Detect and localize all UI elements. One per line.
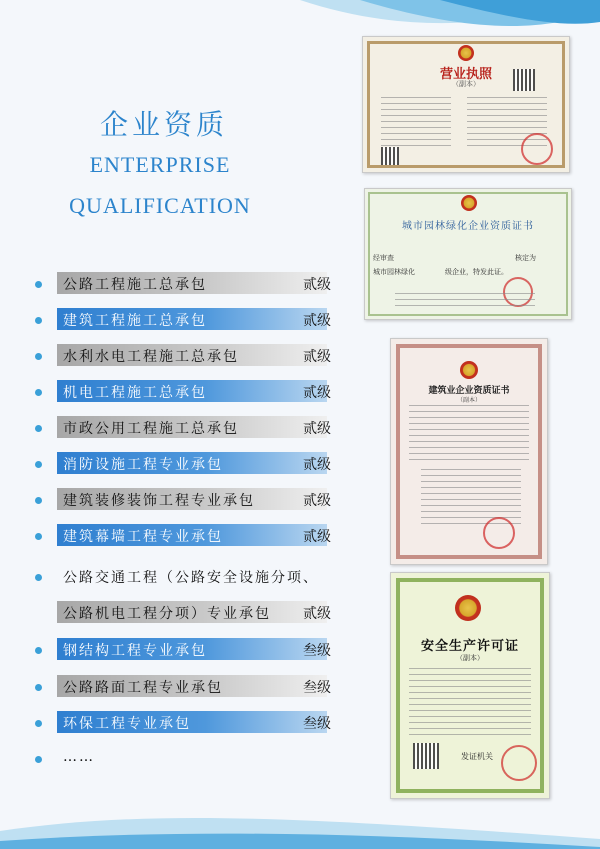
certificate-text-lines	[381, 97, 451, 147]
bullet-icon	[35, 461, 42, 468]
qualification-label: 水利水电工程施工总承包	[63, 349, 239, 365]
qualification-item	[35, 344, 335, 368]
qualification-label: 公路交通工程（公路安全设施分项、	[63, 570, 319, 586]
qualification-label: ……	[63, 749, 95, 765]
bullet-icon	[35, 574, 42, 581]
qualification-label: 市政公用工程施工总承包	[63, 421, 239, 437]
qualification-item	[35, 747, 335, 771]
qualification-label: 建筑工程施工总承包	[63, 313, 207, 329]
certificate-title: 城市园林绿化企业资质证书	[402, 221, 534, 232]
qualification-item	[35, 452, 335, 476]
qr-code-icon	[413, 743, 439, 769]
certificate-subtitle: （副本）	[452, 80, 480, 88]
qualification-item	[35, 308, 335, 332]
qualification-label: 消防设施工程专业承包	[63, 457, 223, 473]
certificate-title: 安全生产许可证	[420, 639, 519, 654]
certificate-title: 营业执照	[439, 67, 492, 82]
national-emblem-icon	[458, 45, 474, 61]
qualification-grade: 叁级	[303, 643, 331, 659]
safety-production-license	[390, 572, 550, 799]
official-seal-icon	[521, 133, 553, 165]
certificate-text: 级企业，特发此证。	[445, 268, 508, 276]
qualification-label: 公路机电工程分项）专业承包	[63, 606, 271, 622]
qualification-item	[35, 524, 335, 548]
page-title-en-line2: QUALIFICATION	[69, 193, 251, 218]
qualification-item	[35, 380, 335, 404]
item-bar	[57, 747, 327, 769]
national-emblem-icon	[460, 361, 478, 379]
qualification-label: 公路路面工程专业承包	[63, 680, 223, 696]
qualification-item	[35, 601, 335, 625]
certificate-subtitle: （副本）	[456, 397, 481, 404]
certificate-text-lines	[409, 405, 529, 465]
landscape-qualification-certificate	[364, 188, 572, 320]
qualification-item	[35, 416, 335, 440]
qr-code-icon	[381, 147, 399, 165]
certificate-text: 核定为	[515, 254, 536, 262]
bullet-icon	[35, 317, 42, 324]
qualification-label: 公路工程施工总承包	[63, 277, 207, 293]
bullet-icon	[35, 684, 42, 691]
qualification-grade: 贰级	[303, 493, 331, 509]
qualification-label: 建筑装修装饰工程专业承包	[63, 493, 255, 509]
bullet-icon	[35, 756, 42, 763]
bullet-icon	[35, 353, 42, 360]
qualification-grade: 叁级	[303, 716, 331, 732]
certificate-text: 经审查	[373, 254, 394, 262]
certificate-text: 城市园林绿化	[373, 268, 415, 276]
qualification-grade: 贰级	[303, 313, 331, 329]
qualification-grade: 贰级	[303, 385, 331, 401]
qualification-item	[35, 488, 335, 512]
qualification-grade: 贰级	[303, 421, 331, 437]
certificate-text-lines	[409, 668, 531, 738]
qualification-label: 钢结构工程专业承包	[63, 643, 207, 659]
qualification-item	[35, 675, 335, 699]
certificate-title: 建筑业企业资质证书	[428, 386, 510, 396]
qualification-label: 机电工程施工总承包	[63, 385, 207, 401]
bullet-icon	[35, 533, 42, 540]
national-emblem-icon	[455, 595, 481, 621]
national-emblem-icon	[461, 195, 477, 211]
qualification-label: 环保工程专业承包	[63, 716, 191, 732]
qualification-grade: 叁级	[303, 680, 331, 696]
page-title-en-line1: ENTERPRISE	[89, 152, 231, 177]
qualification-grade: 贰级	[303, 277, 331, 293]
qualification-item	[35, 565, 335, 589]
business-license-certificate	[362, 36, 570, 173]
qualification-grade: 贰级	[303, 457, 331, 473]
official-seal-icon	[483, 517, 515, 549]
certificate-issuer: 发证机关	[461, 752, 493, 761]
bullet-icon	[35, 281, 42, 288]
qualification-item	[35, 711, 335, 735]
bullet-icon	[35, 647, 42, 654]
bullet-icon	[35, 389, 42, 396]
bullet-icon	[35, 497, 42, 504]
qualification-grade: 贰级	[303, 529, 331, 545]
bullet-icon	[35, 425, 42, 432]
construction-qualification-certificate	[390, 338, 548, 565]
bottom-wave-decoration	[0, 769, 600, 849]
qr-code-icon	[513, 69, 535, 91]
bullet-icon	[35, 720, 42, 727]
qualification-label: 建筑幕墙工程专业承包	[63, 529, 223, 545]
qualification-grade: 贰级	[303, 606, 331, 622]
certificate-subtitle: （副本）	[456, 654, 484, 662]
certificate-text-lines	[395, 293, 535, 309]
qualification-grade: 贰级	[303, 349, 331, 365]
qualification-item	[35, 638, 335, 662]
qualification-item	[35, 272, 335, 296]
page-title-cn: 企业资质	[100, 108, 229, 141]
